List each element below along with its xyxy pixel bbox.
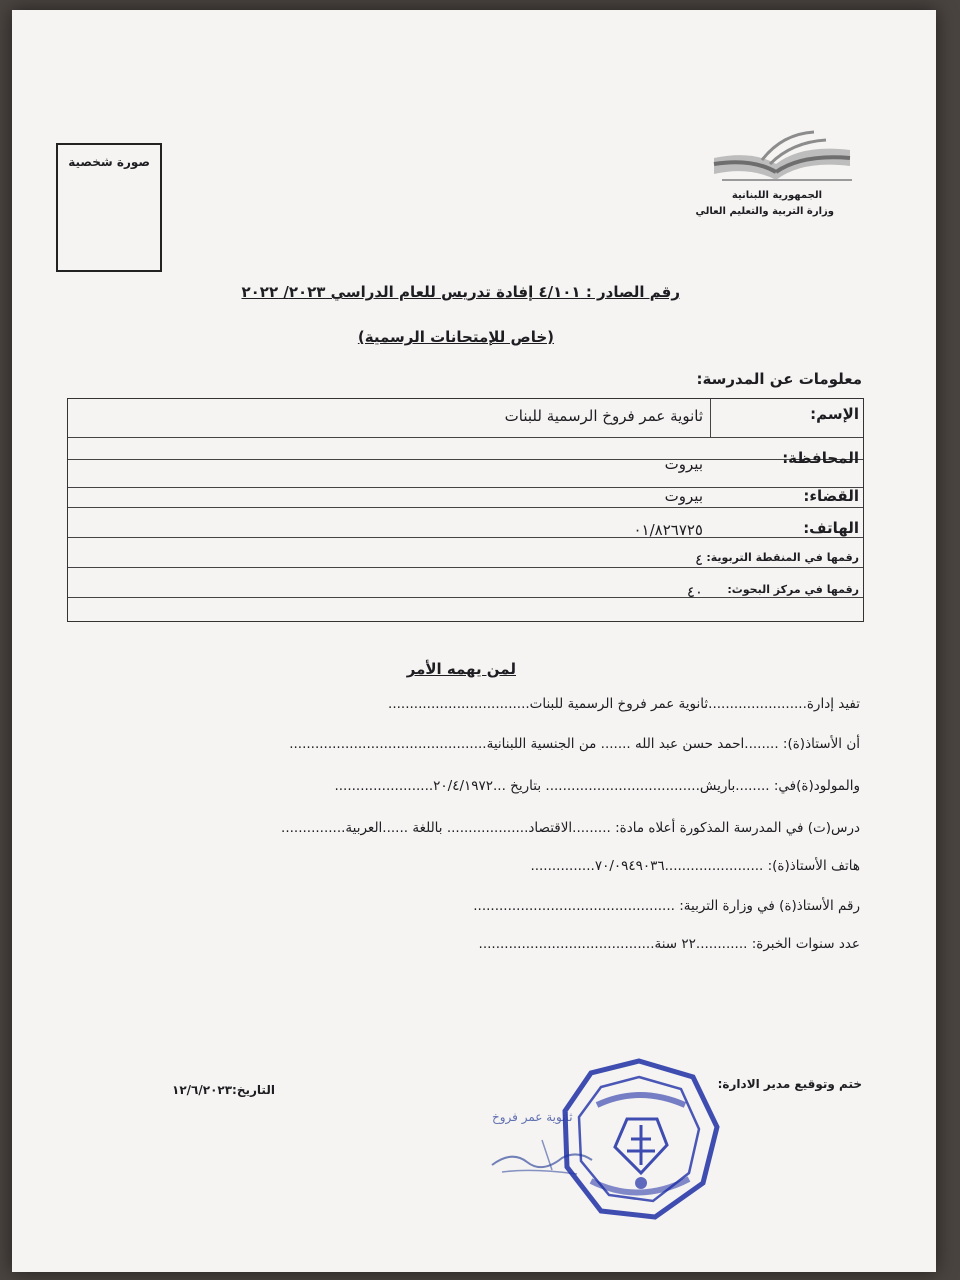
certificate-line: رقم الأستاذ(ة) في وزارة التربية: ............................................... — [473, 898, 860, 914]
table-row — [68, 579, 863, 619]
signature-handwriting: ثانوية عمر فروخ — [492, 1110, 573, 1124]
photo-box-label: صورة شخصية — [68, 155, 150, 169]
row-label: رقمها في المنقطة التربوية: — [706, 551, 859, 564]
official-stamp-icon — [557, 1055, 722, 1225]
photo-box — [56, 143, 162, 272]
table-divider — [68, 507, 863, 508]
date-label: التاريخ:١٢/٦/٢٠٢٣ — [172, 1083, 275, 1097]
row-label: رقمها في مركز البحوث: — [727, 583, 859, 596]
school-info-table — [67, 398, 864, 622]
certificate-line: والمولود(ة)في: ........باريش.................................... بتاريخ ...٢٠/٤/١٩٧٢....................... — [334, 778, 860, 794]
document-subtitle: (خاص للإمتحانات الرسمية) — [357, 328, 554, 346]
certificate-line: درس(ت) في المدرسة المذكورة أعلاه مادة: .........الاقتصاد................... باللغة ......العربية............... — [281, 820, 860, 836]
document-page — [12, 10, 936, 1272]
table-divider — [68, 487, 863, 488]
row-value: ٤ — [694, 551, 703, 569]
certificate-line: أن الأستاذ(ة): ........احمد حسن عبد الله ....... من الجنسية اللبنانية.............................................. — [289, 736, 860, 752]
school-info-heading: معلومات عن المدرسة: — [696, 370, 862, 388]
logo-country-name: الجمهورية اللبنانية — [731, 190, 822, 201]
row-value: بيروت — [664, 455, 703, 473]
table-row — [68, 515, 863, 545]
row-label: الإسم: — [810, 405, 859, 423]
row-label: القضاء: — [803, 487, 859, 505]
certificate-title: لمن يهمه الأمر — [406, 660, 516, 678]
logo-ministry-name: وزارة التربية والتعليم العالي — [695, 206, 834, 217]
row-label: الهاتف: — [803, 519, 859, 537]
row-value: ٤٠ — [686, 583, 703, 601]
certificate-line: عدد سنوات الخبرة: ............٢٢ سنة......................................... — [478, 936, 860, 952]
row-label: المحافظة: — [782, 449, 859, 467]
row-value: بيروت — [664, 487, 703, 505]
certificate-line: تفيد إدارة.......................ثانوية عمر فروخ الرسمية للبنات................................. — [388, 696, 860, 712]
reference-line: رقم الصادر : ٤/١٠١ إفادة تدريس للعام الدراسي ٢٠٢٣/ ٢٠٢٢ — [241, 283, 680, 301]
table-row — [68, 399, 863, 438]
table-row — [68, 543, 863, 573]
book-logo-icon — [702, 120, 862, 190]
ministry-logo — [695, 120, 862, 225]
certificate-line: هاتف الأستاذ(ة): .......................٧٠/٠٩٤٩٠٣٦............... — [530, 858, 860, 874]
signature-label: ختم وتوقيع مدير الادارة: — [717, 1077, 862, 1091]
table-row — [68, 437, 863, 475]
row-value: ٠١/٨٢٦٧٢٥ — [633, 521, 703, 539]
row-value: ثانوية عمر فروخ الرسمية للبنات — [504, 407, 703, 425]
